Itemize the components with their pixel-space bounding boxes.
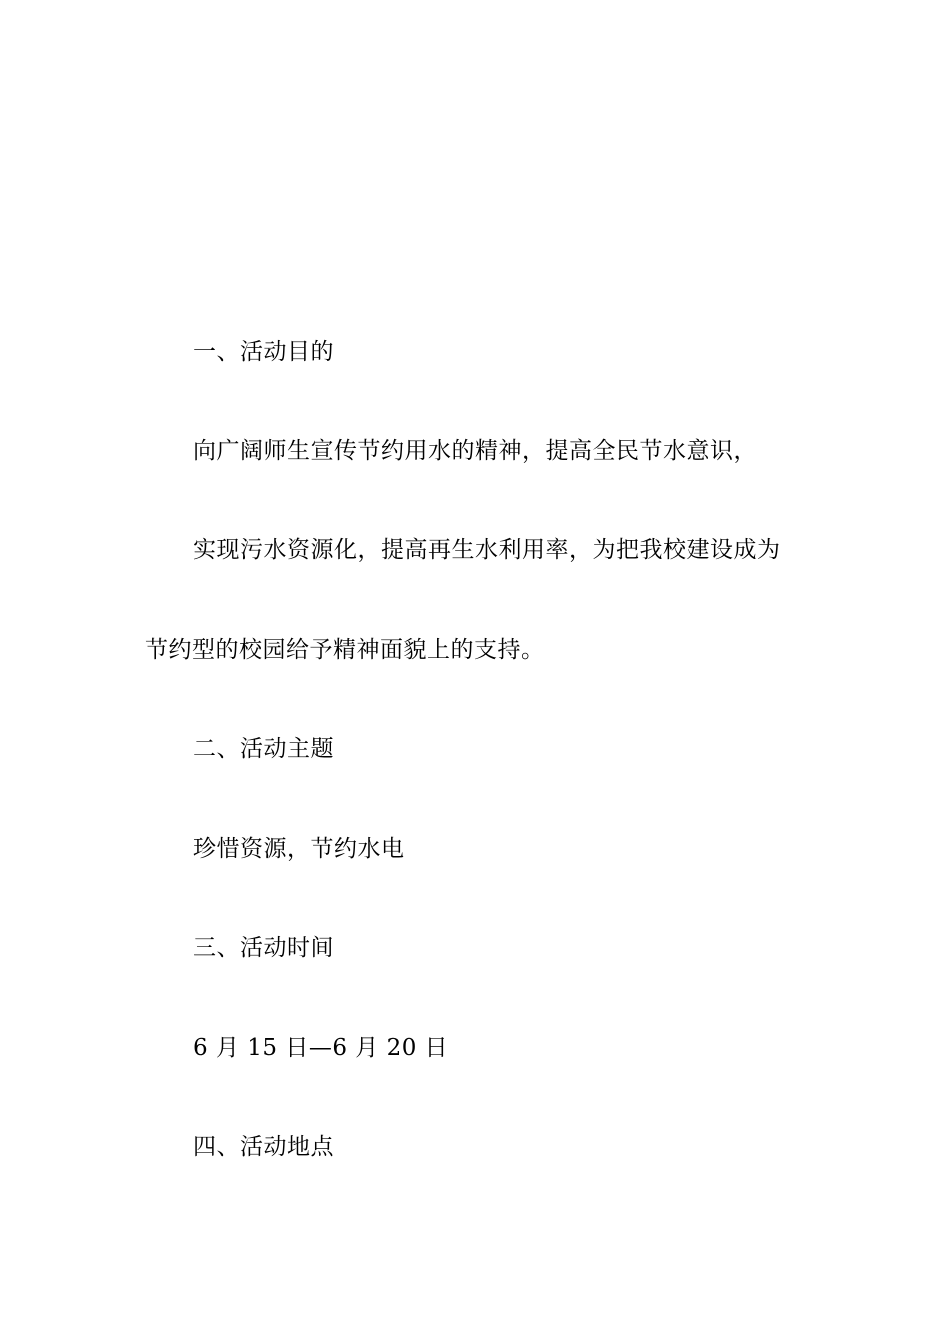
paragraph-line: 6 月 15 日—6 月 20 日 [193, 1035, 449, 1061]
section-heading-purpose: 一、活动目的 [193, 339, 334, 365]
section-heading-theme: 二、活动主题 [193, 736, 334, 762]
section-heading-location: 四、活动地点 [193, 1134, 334, 1160]
paragraph-line: 向广阔师生宣传节约用水的精神，提高全民节水意识， [193, 438, 757, 464]
paragraph-line: 节约型的校园给予精神面貌上的支持。 [145, 637, 545, 663]
paragraph-line: 珍惜资源，节约水电 [193, 836, 405, 862]
paragraph-line: 实现污水资源化，提高再生水利用率，为把我校建设成为 [193, 537, 781, 563]
section-heading-time: 三、活动时间 [193, 935, 334, 961]
